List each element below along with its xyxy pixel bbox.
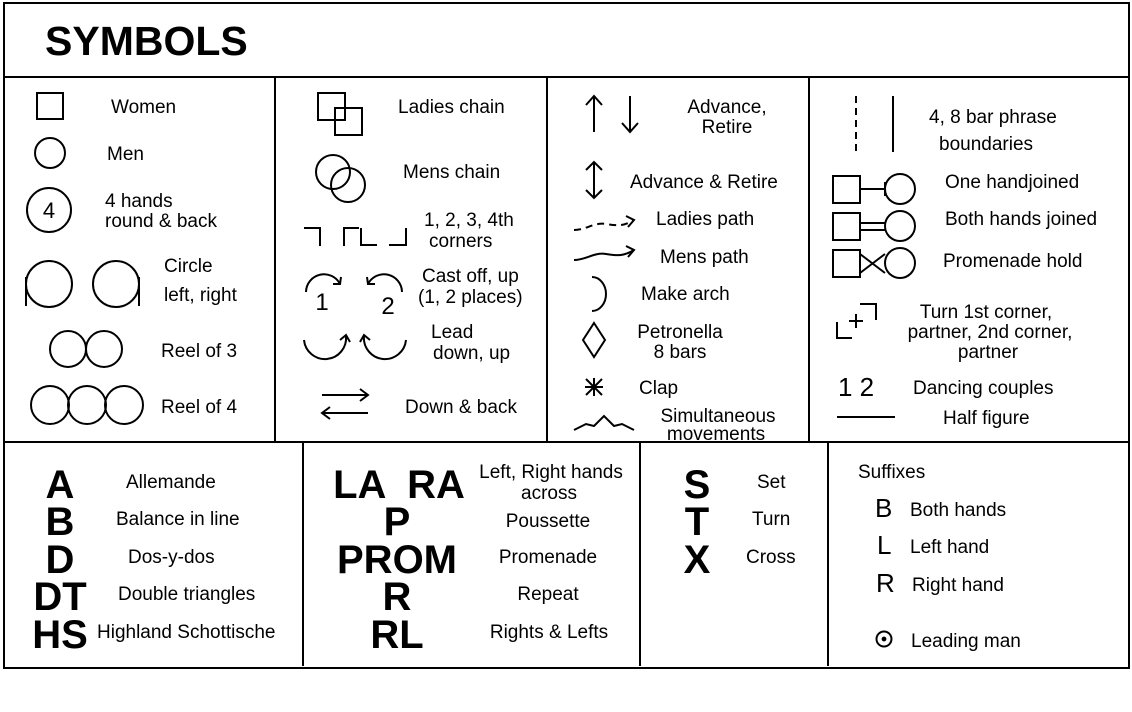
abbrev-label: Promenade (498, 547, 598, 568)
abbrev-label: Poussette (505, 511, 591, 532)
ladies-chain-label: Ladies chain (398, 97, 505, 118)
abbrev-symbol: PROM (337, 538, 457, 582)
bottom-divider-3 (827, 442, 829, 666)
abbrev-symbol: S (683, 463, 711, 507)
four-hands-circle-icon (25, 187, 75, 235)
bottom-divider-2 (639, 442, 641, 666)
circle-right-icon (89, 257, 145, 309)
abbrev-symbol: HS (32, 613, 88, 657)
circle-label-2: left, right (164, 285, 237, 306)
petronella-label-2: 8 bars (653, 342, 707, 363)
abbrev-label: Left, Right hands (479, 462, 623, 483)
cast-off-icon (300, 268, 410, 320)
circle-left-icon (22, 257, 80, 309)
abbrev-label: Cross (746, 547, 796, 568)
ladies-path-icon (572, 210, 638, 236)
petronella-label-1: Petronella (637, 322, 723, 343)
suffix-label: Both hands (910, 500, 1007, 521)
col-divider-2 (546, 76, 548, 442)
clap-label: Clap (639, 378, 679, 399)
circle-label-1: Circle (164, 256, 213, 277)
advance-and-retire-icon (580, 158, 608, 202)
down-back-label: Down & back (405, 397, 517, 418)
abbrev-symbol: P (383, 500, 411, 544)
four-hands-label-1: 4 hands (105, 191, 173, 212)
abbrev-label: Balance in line (116, 509, 240, 530)
suffix-label: Left hand (910, 537, 990, 558)
ladies-chain-icon (316, 91, 366, 139)
abbrev-symbol: RL (370, 613, 424, 657)
lead-label-2: down, up (433, 343, 511, 364)
abbrev-label-2: across (521, 483, 577, 504)
turn-label-2: partner, 2nd corner, (907, 322, 1073, 343)
suffix-symbol: R (876, 568, 895, 598)
make-arch-icon (588, 274, 612, 314)
mens-chain-label: Mens chain (403, 162, 501, 183)
mens-path-label: Mens path (660, 247, 749, 268)
turn-label-3: partner (957, 342, 1019, 363)
advance-retire-arrows-icon (582, 92, 646, 136)
mens-path-icon (572, 240, 638, 266)
turn-label-1: Turn 1st corner, (919, 302, 1053, 323)
leading-man-label: Leading man (911, 631, 1021, 652)
corners-label-2: corners (429, 231, 493, 252)
both-hands-joined-label: Both hands joined (945, 209, 1098, 230)
page-title: SYMBOLS (45, 18, 248, 64)
abbrev-label: Repeat (517, 584, 579, 605)
half-figure-line-icon (835, 412, 897, 422)
advance-label-2: Retire (701, 117, 753, 138)
abbrev-symbol: A (45, 463, 75, 507)
mens-chain-icon (313, 153, 371, 205)
four-hands-label-2: round & back (105, 211, 217, 232)
cast-off-number-1: 1 (315, 289, 329, 316)
turn-corner-icon (834, 300, 880, 344)
one-hand-joined-icon (830, 172, 920, 208)
abbrev-symbol: R (382, 575, 412, 619)
abbrev-label: Highland Schottische (97, 622, 276, 643)
suffix-symbol: L (877, 530, 892, 560)
clap-icon (583, 376, 605, 398)
abbrev-label: Allemande (126, 472, 216, 493)
bottom-divider-1 (302, 442, 304, 666)
abbrev-symbol: T (684, 500, 710, 544)
abbrev-label: Double triangles (118, 584, 256, 605)
advance-and-retire-label: Advance & Retire (630, 172, 778, 193)
col-divider-3 (808, 76, 810, 442)
simultaneous-label-2: movements (666, 424, 766, 445)
suffixes-heading: Suffixes (858, 462, 926, 483)
lead-label-1: Lead (431, 322, 474, 343)
abbrev-label: Rights & Lefts (489, 622, 609, 643)
reel-of-3-icon (48, 329, 128, 371)
suffix-label: Right hand (912, 575, 1004, 596)
corners-label-1: 1, 2, 3, 4th (424, 210, 514, 231)
phrase-boundary-lines-icon (848, 94, 898, 154)
cast-off-label-1: Cast off, up (422, 266, 519, 287)
make-arch-label: Make arch (641, 284, 730, 305)
half-figure-label: Half figure (943, 408, 1030, 429)
simultaneous-label-1: Simultaneous (660, 406, 776, 427)
abbrev-symbol: D (45, 538, 75, 582)
square-women-icon (36, 92, 66, 122)
women-label: Women (111, 97, 177, 118)
dancing-couples-label: Dancing couples (913, 378, 1054, 399)
abbrev-label: Dos-y-dos (128, 547, 215, 568)
abbrev-symbol: LA RA (333, 463, 465, 507)
abbrev-symbol: B (45, 500, 75, 544)
cast-off-label-2: (1, 2 places) (418, 287, 523, 308)
abbrev-label: Turn (752, 509, 791, 530)
row-divider (3, 441, 1128, 443)
abbrev-symbol: X (683, 538, 711, 582)
four-hands-digit: 4 (42, 198, 56, 223)
reel-of-3-label: Reel of 3 (161, 341, 238, 362)
promenade-hold-label: Promenade hold (943, 251, 1083, 272)
title-divider (3, 76, 1128, 78)
simultaneous-movements-icon (572, 412, 636, 436)
down-back-arrows-icon (318, 385, 374, 425)
reel-of-4-label: Reel of 4 (161, 397, 238, 418)
col-divider-1 (274, 76, 276, 442)
suffix-symbol: B (875, 493, 893, 523)
one-hand-joined-label: One handjoined (945, 172, 1080, 193)
abbrev-symbol: DT (33, 575, 87, 619)
men-label: Men (107, 144, 144, 165)
lead-down-up-icon (300, 330, 412, 364)
phrase-label-1: 4, 8 bar phrase (929, 107, 1057, 128)
phrase-label-2: boundaries (939, 134, 1034, 155)
reel-of-4-icon (30, 384, 148, 428)
leading-man-icon (874, 629, 896, 651)
abbrev-label: Set (757, 472, 786, 493)
both-hands-joined-icon (830, 209, 920, 245)
cast-off-number-2: 2 (381, 293, 395, 320)
corners-icon (302, 224, 412, 250)
circle-men-icon (33, 136, 69, 172)
petronella-diamond-icon (580, 320, 608, 360)
advance-label-1: Advance, (687, 97, 767, 118)
ladies-path-label: Ladies path (656, 209, 755, 230)
promenade-hold-icon (830, 246, 920, 282)
couple-numbers: 1 2 (838, 372, 875, 402)
